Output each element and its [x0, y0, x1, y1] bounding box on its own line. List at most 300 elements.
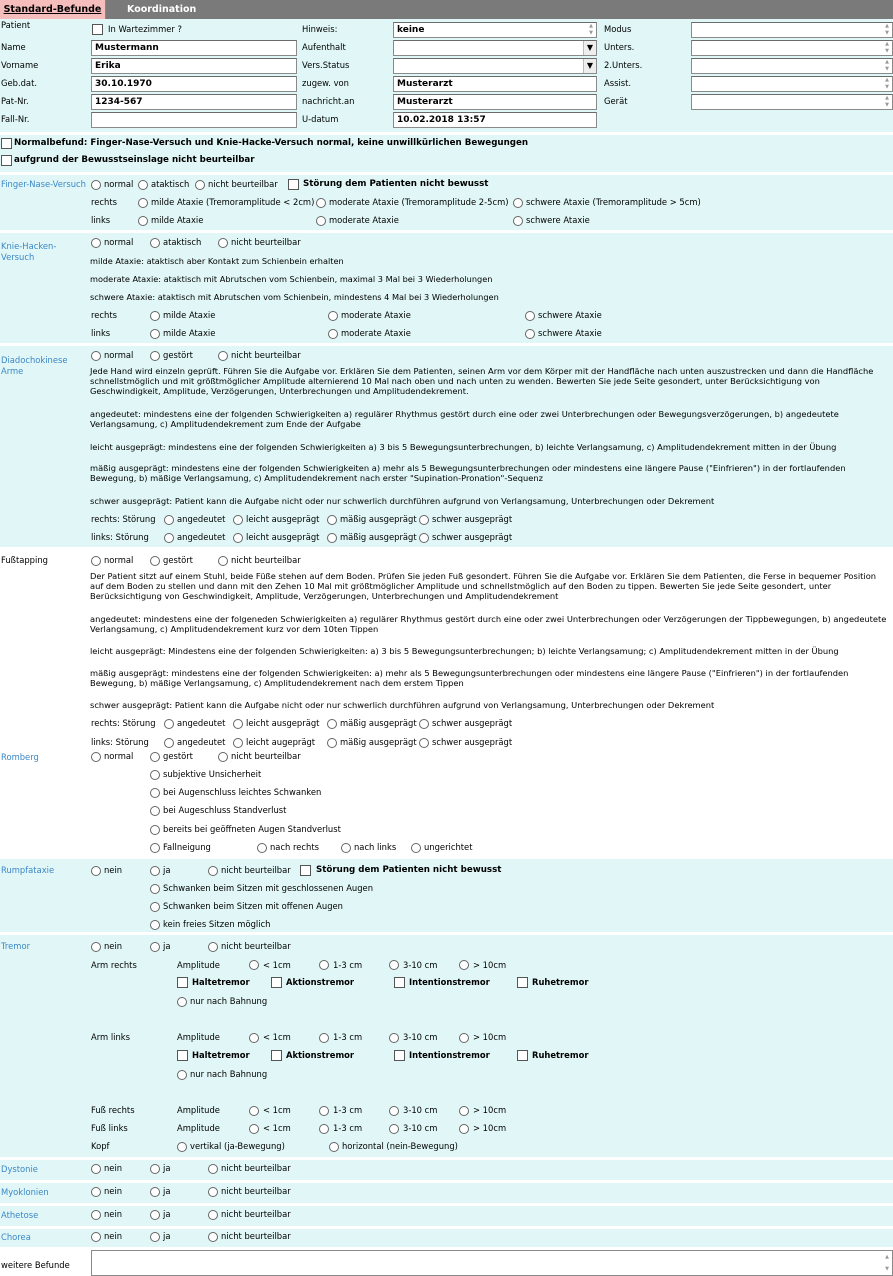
fnv-r-schw-label: schwere Ataxie (Tremoramplitude > 5cm): [526, 197, 701, 207]
khv-l-schw-label: schwere Ataxie: [538, 328, 602, 338]
fuss-l-schwer-radio[interactable]: [419, 738, 429, 748]
tremor-arml-amp-label: Amplitude: [177, 1032, 220, 1042]
khv-l-mild-label: milde Ataxie: [163, 328, 216, 338]
khv-r-schw-radio[interactable]: [525, 311, 535, 321]
versstatus-select[interactable]: [393, 58, 597, 74]
khv-normal-label: normal: [104, 237, 134, 247]
tremor-fussl-amp4-radio[interactable]: [459, 1124, 469, 1134]
tremor-kopf-label: Kopf: [91, 1141, 110, 1151]
tremor-armr-amp2-label: 1-3 cm: [333, 960, 363, 970]
spin-icon[interactable]: ▲ ▼: [885, 95, 889, 108]
dia-normal-radio[interactable]: [91, 351, 101, 361]
fuss-intro: Der Patient sitzt auf einem Stuhl, beide Füße stehen auf dem Boden. Prüfen Sie jeden Fuß gesondert. Führen Sie die Aufgabe vor. Erklären Sie dem Patienten, die Ferse in bequemer Position auf dem Boden zu stellen und dann mit den Zehen 10 Mal mit größtmöglicher Amplitude und schnellstmöglich auf den Boden zu tippen. Bewerten Sie jede Seite gesondert, unter Berücksichtigung von Geschwindigkeit, Amplitude, Verzögerungen, Unterbrechungen und Amplitudendekrement: [90, 571, 877, 602]
khv-l-mild-radio[interactable]: [150, 329, 160, 339]
hinweis-field[interactable]: [393, 22, 597, 38]
fuss-r-leicht-radio[interactable]: [233, 719, 243, 729]
tremor-armr-amp1-label: < 1cm: [263, 960, 291, 970]
tremor-armr-amp4-label: > 10cm: [473, 960, 507, 970]
fuss-l-ang-radio[interactable]: [164, 738, 174, 748]
athetose-nb-radio[interactable]: [208, 1210, 218, 1220]
fnv-r-mild-label: milde Ataxie (Tremoramplitude < 2cm): [151, 197, 315, 207]
tremor-fussl-amp1-radio[interactable]: [249, 1124, 259, 1134]
tremor-armr-intention-label: Intentionstremor: [409, 977, 490, 987]
romberg-title: Romberg: [1, 752, 39, 762]
spin-icon[interactable]: ▲ ▼: [589, 23, 593, 36]
dia-l-schwer-radio[interactable]: [419, 533, 429, 543]
khv-desc-2: moderate Ataxie: ataktisch mit Abrutschen vom Schienbein, maximal 3 Mal bei 3 Wiederholungen: [90, 274, 493, 284]
khv-nb-label: nicht beurteilbar: [231, 237, 301, 247]
romberg-nb-radio[interactable]: [218, 752, 228, 762]
label-zugew: zugew. von: [302, 78, 349, 88]
khv-ataktisch-radio[interactable]: [150, 238, 160, 248]
tremor-arml-halte-label: Haltetremor: [192, 1050, 250, 1060]
rumpf-title: Rumpfataxie: [1, 865, 55, 875]
fuss-l-leicht-radio[interactable]: [233, 738, 243, 748]
fnv-ataktisch-label: ataktisch: [151, 179, 190, 189]
romberg-gestoert-label: gestört: [163, 751, 193, 761]
gebdat-field[interactable]: 30.10.1970: [91, 76, 297, 92]
tremor-fussl-amp-label: Amplitude: [177, 1123, 220, 1133]
dia-l-ang-radio[interactable]: [164, 533, 174, 543]
romberg-ungerichtet-label: ungerichtet: [424, 842, 473, 852]
khv-title-2: Versuch: [1, 252, 35, 262]
rumpf-sub1-radio[interactable]: [150, 884, 160, 894]
bewusstsein-checkbox[interactable]: [1, 155, 12, 166]
fuss-l-maessig-label: mäßig ausgeprägt: [340, 737, 417, 747]
khv-r-mild-label: milde Ataxie: [163, 310, 216, 320]
label-gebdat: Geb.dat.: [1, 78, 38, 88]
tremor-arml-aktion-label: Aktionstremor: [286, 1050, 355, 1060]
spin-icon[interactable]: ▲ ▼: [885, 59, 889, 72]
label-aufenthalt: Aufenthalt: [302, 42, 346, 52]
tremor-fussr-amp3-radio[interactable]: [389, 1106, 399, 1116]
tremor-fussr-amp4-radio[interactable]: [459, 1106, 469, 1116]
tab-label: Standard-Befunde: [3, 4, 102, 15]
khv-r-mild-radio[interactable]: [150, 311, 160, 321]
fnv-normal-radio[interactable]: [91, 180, 101, 190]
myoklonien-ja-radio[interactable]: [150, 1187, 160, 1197]
chorea-ja-radio[interactable]: [150, 1232, 160, 1242]
fnv-l-mild-radio[interactable]: [138, 216, 148, 226]
rumpf-ja-label: ja: [163, 865, 171, 875]
chevron-down-icon[interactable]: ▼: [583, 59, 596, 73]
tremor-fussl-amp3-label: 3-10 cm: [403, 1123, 438, 1133]
athetose-ja-radio[interactable]: [150, 1210, 160, 1220]
tremor-fussr-amp1-radio[interactable]: [249, 1106, 259, 1116]
khv-normal-radio[interactable]: [91, 238, 101, 248]
label-versstatus: Vers.Status: [302, 60, 350, 70]
tremor-armr-amp2-radio[interactable]: [319, 960, 329, 970]
tremor-armr-halte-label: Haltetremor: [192, 977, 250, 987]
rumpf-sub3-radio[interactable]: [150, 920, 160, 930]
label-udatum: U-datum: [302, 114, 339, 124]
fuss-r-leicht-label: leicht ausgeprägt: [246, 718, 320, 728]
tremor-armr-halte-checkbox[interactable]: [177, 977, 188, 988]
label-patient: Patient: [1, 20, 31, 30]
khv-nb-radio[interactable]: [218, 238, 228, 248]
label-modus: Modus: [604, 24, 632, 34]
tremor-fussl-amp2-radio[interactable]: [319, 1124, 329, 1134]
myoklonien-nein-label: nein: [104, 1186, 123, 1196]
rumpf-stoerung-label: Störung dem Patienten nicht bewusst: [316, 865, 502, 875]
fnv-r-mod-label: moderate Ataxie (Tremoramplitude 2-5cm): [329, 197, 509, 207]
tremor-arml-ruhe-checkbox[interactable]: [517, 1050, 528, 1061]
tremor-fussr-amp3-label: 3-10 cm: [403, 1105, 438, 1115]
fuss-title: Fußtapping: [1, 555, 48, 565]
tremor-fussr-amp-label: Amplitude: [177, 1105, 220, 1115]
tremor-arml-ruhe-label: Ruhetremor: [532, 1050, 589, 1060]
tremor-kopf-horizontal-radio[interactable]: [329, 1142, 339, 1152]
normalbefund-label: Normalbefund: Finger-Nase-Versuch und Knie-Hacke-Versuch normal, keine unwillkürlichen Bewegungen: [14, 138, 529, 148]
dystonie-ja-radio[interactable]: [150, 1164, 160, 1174]
khv-ataktisch-label: ataktisch: [163, 237, 202, 247]
rumpf-nb-radio[interactable]: [208, 866, 218, 876]
label-geraet: Gerät: [604, 96, 628, 106]
tremor-arml-amp3-label: 3-10 cm: [403, 1032, 438, 1042]
tremor-arml-label: Arm links: [91, 1032, 131, 1042]
dia-l-leicht-label: leicht ausgeprägt: [246, 532, 320, 542]
fuss-l-maessig-radio[interactable]: [327, 738, 337, 748]
tremor-kopf-vertikal-radio[interactable]: [177, 1142, 187, 1152]
fuss-l-schwer-label: schwer ausgeprägt: [432, 737, 513, 747]
tab-standard-befunde[interactable]: [0, 0, 106, 19]
fuss-rechts-label: rechts: Störung: [91, 718, 156, 728]
dia-r-leicht-radio[interactable]: [233, 515, 243, 525]
romberg-ungerichtet-radio[interactable]: [411, 843, 421, 853]
dia-r-ang-radio[interactable]: [164, 515, 174, 525]
fuss-desc-4: schwer ausgeprägt: Patient kann die Aufgabe nicht oder nur schwerlich durchführen aufgrund von Verlangsamung, Unterbrechungen oder Dekrement: [90, 700, 715, 710]
khv-desc-3: schwere Ataxie: ataktisch mit Abrutschen vom Schienbein, mindestens 4 Mal bei 3 Wiederholungen: [90, 292, 499, 302]
myoklonien-section: [0, 1183, 893, 1203]
tremor-fussl-amp1-label: < 1cm: [263, 1123, 291, 1133]
dia-intro: Jede Hand wird einzeln geprüft. Führen Sie die Aufgabe vor. Erklären Sie dem Patienten, seinen Arm vor dem Körper mit der Handfläche nach unten auszustrecken und dann die Handfläche schnellstmöglich und mit größtmöglicher Amplitude alternierend 10 Mal nach oben und nach unten zu wenden. Bewerten Sie jede Seite gesondert, unter Berücksichtigung von Geschwindigkeit, Amplitude, Verzögerungen, Unterbrechungen und Amplitudendekrement.: [90, 366, 874, 397]
tremor-arml-amp3-radio[interactable]: [389, 1033, 399, 1043]
tremor-arml-amp1-radio[interactable]: [249, 1033, 259, 1043]
rumpf-stoerung-checkbox[interactable]: [300, 865, 311, 876]
fuss-r-ang-label: angedeutet: [177, 718, 226, 728]
athetose-ja-label: ja: [163, 1209, 171, 1219]
romberg-gestoert-radio[interactable]: [150, 752, 160, 762]
fnv-title: Finger-Nase-Versuch: [1, 179, 86, 189]
fuss-normal-radio[interactable]: [91, 556, 101, 566]
fnv-r-mod-radio[interactable]: [316, 198, 326, 208]
dystonie-nein-label: nein: [104, 1163, 123, 1173]
geraet-field[interactable]: [691, 94, 893, 110]
label-name: Name: [1, 42, 26, 52]
tremor-arml-amp2-radio[interactable]: [319, 1033, 329, 1043]
athetose-nein-label: nein: [104, 1209, 123, 1219]
fuss-nb-label: nicht beurteilbar: [231, 555, 301, 565]
unters2-field[interactable]: [691, 58, 893, 74]
tremor-arml-bahnung-label: nur nach Bahnung: [190, 1069, 268, 1079]
dia-r-schwer-radio[interactable]: [419, 515, 429, 525]
tremor-title: Tremor: [1, 941, 31, 951]
tremor-kopf-vertikal-label: vertikal (ja-Bewegung): [190, 1141, 285, 1151]
fnv-r-schw-radio[interactable]: [513, 198, 523, 208]
dia-desc-1: angedeutet: mindestens eine der folgenden Schwierigkeiten a) regulärer Rhythmus gestört durch eine oder zwei Unterbrechungen oder Bewegungsverzögerungen, b) angedeutete Verlangsamung, c) Amplitudendekrement zum Ende der Aufgabe: [90, 409, 839, 430]
romberg-sub5-radio[interactable]: [150, 843, 160, 853]
romberg-normal-radio[interactable]: [91, 752, 101, 762]
tremor-nb-label: nicht beurteilbar: [221, 941, 291, 951]
label-fallnr: Fall-Nr.: [1, 114, 30, 124]
romberg-sub2-label: bei Augenschluss leichtes Schwanken: [163, 787, 322, 797]
tremor-armr-amp-label: Amplitude: [177, 960, 220, 970]
tremor-fussl-amp3-radio[interactable]: [389, 1124, 399, 1134]
spin-icon[interactable]: ▲ ▼: [885, 41, 889, 54]
athetose-title: Athetose: [1, 1210, 39, 1220]
dystonie-title: Dystonie: [1, 1164, 38, 1174]
tremor-fussr-label: Fuß rechts: [91, 1105, 135, 1115]
dia-r-maessig-label: mäßig ausgeprägt: [340, 514, 417, 524]
dia-normal-label: normal: [104, 350, 134, 360]
romberg-nb-label: nicht beurteilbar: [231, 751, 301, 761]
tremor-arml-amp1-label: < 1cm: [263, 1032, 291, 1042]
fnv-stoerung-checkbox[interactable]: [288, 179, 299, 190]
label-unters: Unters.: [604, 42, 635, 52]
romberg-sub2-radio[interactable]: [150, 788, 160, 798]
tremor-fussr-amp4-label: > 10cm: [473, 1105, 507, 1115]
dystonie-nb-label: nicht beurteilbar: [221, 1163, 291, 1173]
myoklonien-ja-label: ja: [163, 1186, 171, 1196]
romberg-links-label: nach links: [354, 842, 397, 852]
tremor-arml-halte-checkbox[interactable]: [177, 1050, 188, 1061]
tremor-armr-intention-checkbox[interactable]: [394, 977, 405, 988]
athetose-section: [0, 1206, 893, 1226]
romberg-rechts-label: nach rechts: [270, 842, 319, 852]
fuss-l-ang-label: angedeutet: [177, 737, 226, 747]
chorea-nein-radio[interactable]: [91, 1232, 101, 1242]
fnv-l-mild-label: milde Ataxie: [151, 215, 204, 225]
dia-desc-3: mäßig ausgeprägt: mindestens eine der folgenden Schwierigkeiten a) mehr als 5 Bewegungsunterbrechungen oder mindestens eine längere Pause ("Einfrieren") in der fortlaufenden Bewegung, b) mäßige Verlangsamung, c) Amplitudendekrement nach erster "Supination-Pronation"-Sequenz: [90, 463, 846, 484]
dia-rechts-label: rechts: Störung: [91, 514, 156, 524]
weitere-befunde-textarea[interactable]: [91, 1250, 893, 1276]
romberg-rechts-radio[interactable]: [257, 843, 267, 853]
fuss-desc-3: mäßig ausgeprägt: mindestens eine der folgenden Schwierigkeiten: a) mehr als 5 Bewegungsunterbrechungen oder mindestens eine längere Pause ("Einfrieren") in der fortlaufenden Bewegung, b) mäßige Verlangsamung, c) Amplitudendekrement nach dem erstem Tippen: [90, 668, 849, 689]
fuss-nb-radio[interactable]: [218, 556, 228, 566]
tremor-armr-ruhe-checkbox[interactable]: [517, 977, 528, 988]
fnv-normal-label: normal: [104, 179, 134, 189]
khv-l-mod-radio[interactable]: [328, 329, 338, 339]
aufenthalt-select[interactable]: [393, 40, 597, 56]
weitere-label: weitere Befunde: [1, 1260, 70, 1270]
tremor-fussr-amp1-label: < 1cm: [263, 1105, 291, 1115]
tremor-fussl-label: Fuß links: [91, 1123, 128, 1133]
tremor-fussl-amp4-label: > 10cm: [473, 1123, 507, 1133]
rumpf-sub3-label: kein freies Sitzen möglich: [163, 919, 271, 929]
fuss-r-schwer-label: schwer ausgeprägt: [432, 718, 513, 728]
fnv-links-label: links: [91, 215, 111, 225]
label-nachricht: nachricht.an: [302, 96, 355, 106]
fallnr-field[interactable]: [91, 112, 297, 128]
dia-l-ang-label: angedeutet: [177, 532, 226, 542]
label-hinweis: Hinweis:: [302, 24, 338, 34]
romberg-sub4-radio[interactable]: [150, 825, 160, 835]
label-patnr: Pat-Nr.: [1, 96, 29, 106]
romberg-sub3-radio[interactable]: [150, 806, 160, 816]
scrollbar-arrows-icon[interactable]: ▲ ▼: [885, 1254, 889, 1272]
fnv-stoerung-label: Störung dem Patienten nicht bewusst: [303, 179, 489, 189]
dia-nb-label: nicht beurteilbar: [231, 350, 301, 360]
fuss-l-leicht-label: leicht augeprägt: [246, 737, 316, 747]
assist-field[interactable]: [691, 76, 893, 92]
waiting-checkbox[interactable]: [92, 24, 103, 35]
fnv-l-schw-label: schwere Ataxie: [526, 215, 590, 225]
dystonie-nein-radio[interactable]: [91, 1164, 101, 1174]
rumpf-sub1-label: Schwanken beim Sitzen mit geschlossenen Augen: [163, 883, 374, 893]
myoklonien-nb-radio[interactable]: [208, 1187, 218, 1197]
khv-l-mod-label: moderate Ataxie: [341, 328, 411, 338]
fuss-gestoert-label: gestört: [163, 555, 193, 565]
rumpf-nein-label: nein: [104, 865, 123, 875]
tremor-fussr-amp2-label: 1-3 cm: [333, 1105, 363, 1115]
tremor-nb-radio[interactable]: [208, 942, 218, 952]
dia-r-maessig-radio[interactable]: [327, 515, 337, 525]
tremor-arml-intention-checkbox[interactable]: [394, 1050, 405, 1061]
romberg-sub5-label: Fallneigung: [163, 842, 211, 852]
dystonie-ja-label: ja: [163, 1163, 171, 1173]
tremor-arml-amp2-label: 1-3 cm: [333, 1032, 363, 1042]
fnv-ataktisch-radio[interactable]: [138, 180, 148, 190]
romberg-links-radio[interactable]: [341, 843, 351, 853]
dia-l-maessig-label: mäßig ausgeprägt: [340, 532, 417, 542]
chorea-section: [0, 1229, 893, 1247]
fnv-l-mod-radio[interactable]: [316, 216, 326, 226]
spin-icon[interactable]: ▲ ▼: [885, 77, 889, 90]
chorea-nb-label: nicht beurteilbar: [221, 1231, 291, 1241]
dia-title-2: Arme: [1, 366, 24, 376]
tremor-fussl-amp2-label: 1-3 cm: [333, 1123, 363, 1133]
khv-links-label: links: [91, 328, 111, 338]
dia-l-leicht-radio[interactable]: [233, 533, 243, 543]
patnr-field[interactable]: 1234-567: [91, 94, 297, 110]
tab-bar: [0, 0, 893, 19]
dia-desc-2: leicht ausgeprägt: mindestens eine der folgenden Schwierigkeiten a) 3 bis 5 Bewegungsunterbrechungen, b) leichte Verlangsamung, c) Amplitudendekrement mitten in der Übung: [90, 442, 837, 452]
label-waiting: In Wartezimmer ?: [108, 24, 182, 34]
athetose-nein-radio[interactable]: [91, 1210, 101, 1220]
tremor-armr-aktion-checkbox[interactable]: [271, 977, 282, 988]
dystonie-nb-radio[interactable]: [208, 1164, 218, 1174]
romberg-sub4-label: bereits bei geöffneten Augen Standverlust: [163, 824, 341, 834]
rumpf-nein-radio[interactable]: [91, 866, 101, 876]
fuss-r-ang-radio[interactable]: [164, 719, 174, 729]
khv-title-1: Knie-Hacken-: [1, 241, 57, 251]
fuss-gestoert-radio[interactable]: [150, 556, 160, 566]
chevron-down-icon[interactable]: ▼: [583, 41, 596, 55]
zugew-field[interactable]: Musterarzt: [393, 76, 597, 92]
khv-r-schw-label: schwere Ataxie: [538, 310, 602, 320]
label-vorname: Vorname: [1, 60, 39, 70]
tremor-armr-amp3-radio[interactable]: [389, 960, 399, 970]
tremor-ja-radio[interactable]: [150, 942, 160, 952]
tremor-nein-label: nein: [104, 941, 123, 951]
spin-icon[interactable]: ▲ ▼: [885, 23, 889, 36]
myoklonien-title: Myoklonien: [1, 1187, 49, 1197]
normalbefund-checkbox[interactable]: [1, 138, 12, 149]
dia-l-maessig-radio[interactable]: [327, 533, 337, 543]
fuss-desc-1: angedeutet: mindestens eine der folgeneden Schwierigkeiten a) regulärer Rhythmus gestört durch eine oder zwei Unterbrechungen oder Verzögerungen der Tippbewegungen, b) angedeutete Verlangsamung, c) Amplitudendekrement kurz vor dem 10ten Tippen: [90, 614, 887, 635]
tremor-armr-bahnung-radio[interactable]: [177, 997, 187, 1007]
tremor-armr-bahnung-label: nur nach Bahnung: [190, 996, 268, 1006]
rumpf-nb-label: nicht beurteilbar: [221, 865, 291, 875]
bewusstsein-label: aufgrund der Bewusstseinslage nicht beurteilbar: [14, 155, 255, 165]
khv-r-mod-radio[interactable]: [328, 311, 338, 321]
fnv-r-mild-radio[interactable]: [138, 198, 148, 208]
rumpf-sub2-label: Schwanken beim Sitzen mit offenen Augen: [163, 901, 343, 911]
tremor-fussr-amp2-radio[interactable]: [319, 1106, 329, 1116]
khv-r-mod-label: moderate Ataxie: [341, 310, 411, 320]
fnv-l-mod-label: moderate Ataxie: [329, 215, 399, 225]
chorea-nb-radio[interactable]: [208, 1232, 218, 1242]
myoklonien-nb-label: nicht beurteilbar: [221, 1186, 291, 1196]
unters-field[interactable]: [691, 40, 893, 56]
fuss-normal-label: normal: [104, 555, 134, 565]
romberg-sub1-radio[interactable]: [150, 770, 160, 780]
dia-links-label: links: Störung: [91, 532, 149, 542]
chorea-nein-label: nein: [104, 1231, 123, 1241]
rumpf-ja-radio[interactable]: [150, 866, 160, 876]
athetose-nb-label: nicht beurteilbar: [221, 1209, 291, 1219]
romberg-normal-label: normal: [104, 751, 134, 761]
modus-field[interactable]: [691, 22, 893, 38]
tremor-arml-amp4-radio[interactable]: [459, 1033, 469, 1043]
fuss-desc-2: leicht ausgeprägt: Mindestens eine der folgenden Schwierigkeiten: a) 3 bis 5 Bewegungsunterbrechungen; b) leichte Verlangsamung; c) Amplitudendekrement mitten in der Übung: [90, 646, 839, 656]
tremor-armr-amp3-label: 3-10 cm: [403, 960, 438, 970]
dia-r-ang-label: angedeutet: [177, 514, 226, 524]
dia-l-schwer-label: schwer ausgeprägt: [432, 532, 513, 542]
fnv-nb-label: nicht beurteilbar: [208, 179, 278, 189]
chorea-ja-label: ja: [163, 1231, 171, 1241]
khv-section: [0, 233, 893, 343]
dia-gestoert-label: gestört: [163, 350, 193, 360]
vorname-field[interactable]: Erika: [91, 58, 297, 74]
nachricht-field[interactable]: Musterarzt: [393, 94, 597, 110]
hinweis-value: keine: [397, 25, 425, 35]
fuss-r-maessig-radio[interactable]: [327, 719, 337, 729]
dia-r-leicht-label: leicht ausgeprägt: [246, 514, 320, 524]
chorea-title: Chorea: [1, 1232, 31, 1242]
fnv-nb-radio[interactable]: [195, 180, 205, 190]
tremor-ja-label: ja: [163, 941, 171, 951]
romberg-sub1-label: subjektive Unsicherheit: [163, 769, 262, 779]
tremor-arml-aktion-checkbox[interactable]: [271, 1050, 282, 1061]
fuss-links-label: links: Störung: [91, 737, 149, 747]
khv-rechts-label: rechts: [91, 310, 117, 320]
khv-l-schw-radio[interactable]: [525, 329, 535, 339]
tremor-armr-amp4-radio[interactable]: [459, 960, 469, 970]
fuss-r-schwer-radio[interactable]: [419, 719, 429, 729]
tab-koordination[interactable]: Koordination: [127, 4, 197, 15]
tremor-armr-label: Arm rechts: [91, 960, 137, 970]
dia-gestoert-radio[interactable]: [150, 351, 160, 361]
udatum-field[interactable]: 10.02.2018 13:57: [393, 112, 597, 128]
dia-nb-radio[interactable]: [218, 351, 228, 361]
dia-desc-4: schwer ausgeprägt: Patient kann die Aufgabe nicht oder nur schwerlich durchführen aufgrund von Verlangsamung, Unterbrechungen oder Dekrement: [90, 496, 715, 506]
tremor-armr-amp1-radio[interactable]: [249, 960, 259, 970]
fuss-r-maessig-label: mäßig ausgeprägt: [340, 718, 417, 728]
name-field[interactable]: Mustermann: [91, 40, 297, 56]
tremor-nein-radio[interactable]: [91, 942, 101, 952]
myoklonien-nein-radio[interactable]: [91, 1187, 101, 1197]
fnv-rechts-label: rechts: [91, 197, 117, 207]
dystonie-section: [0, 1160, 893, 1180]
dia-r-schwer-label: schwer ausgeprägt: [432, 514, 513, 524]
fnv-l-schw-radio[interactable]: [513, 216, 523, 226]
rumpf-sub2-radio[interactable]: [150, 902, 160, 912]
label-assist: Assist.: [604, 78, 632, 88]
tremor-armr-aktion-label: Aktionstremor: [286, 977, 355, 987]
tremor-arml-bahnung-radio[interactable]: [177, 1070, 187, 1080]
label-unters2: 2.Unters.: [604, 60, 643, 70]
